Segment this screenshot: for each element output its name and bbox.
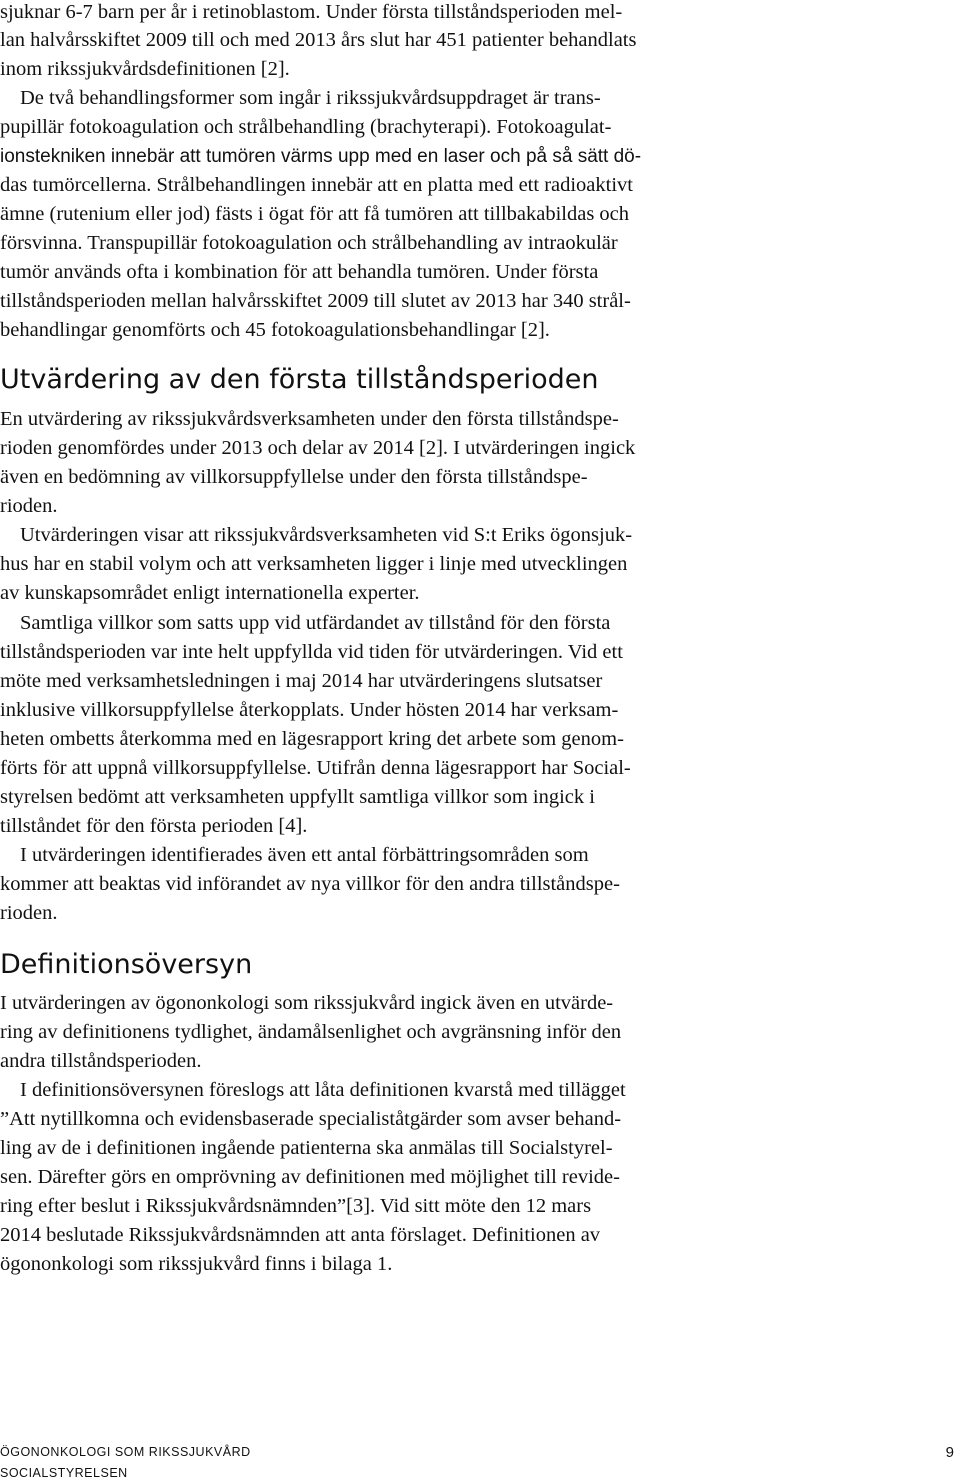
text-line: rioden. — [0, 495, 58, 517]
text-line: sen. Därefter görs en omprövning av definitionen med möjlighet till revide- — [0, 1166, 620, 1188]
text-line: ring av definitionens tydlighet, ändamålsenlighet och avgränsning inför den — [0, 1021, 622, 1043]
text-line: försvinna. Transpupillär fotokoagulation och strålbehandling av intraokulär — [0, 232, 618, 254]
text-line: möte med verksamhetsledningen i maj 2014 har utvärderingens slutsatser — [0, 670, 603, 692]
text-line: Samtliga villkor som satts upp vid utfärdandet av tillstånd för den första — [20, 612, 611, 634]
text-line: das tumörcellerna. Strålbehandlingen innebär att en platta med ett radioaktivt — [0, 174, 633, 196]
text-line: behandlingar genomförts och 45 fotokoagulationsbehandlingar [2]. — [0, 319, 550, 341]
page-number: 9 — [945, 1444, 954, 1461]
text-line: även en bedömning av villkorsuppfyllelse under den första tillståndspe- — [0, 466, 588, 488]
text-line: tillståndsperioden var inte helt uppfyllda vid tiden för utvärderingen. Vid ett — [0, 641, 623, 663]
text-line: inklusive villkorsuppfyllelse återkopplats. Under hösten 2014 har verksam- — [0, 699, 619, 721]
text-line: heten ombetts återkomma med en lägesrapport kring det arbete som genom- — [0, 728, 624, 750]
text-line: Utvärderingen visar att rikssjukvårdsverksamheten vid S:t Eriks ögonsjuk- — [20, 524, 633, 546]
footer-publisher: SOCIALSTYRELSEN — [0, 1466, 128, 1480]
text-line: tumör används ofta i kombination för att behandla tumören. Under första — [0, 261, 599, 283]
text-line: andra tillståndsperioden. — [0, 1050, 202, 1072]
text-line: lan halvårsskiftet 2009 till och med 2013 års slut har 451 patienter behandlats — [0, 29, 637, 51]
text-line: tillståndet för den första perioden [4]. — [0, 815, 308, 837]
text-line: av kunskapsområdet enligt internationella experter. — [0, 582, 420, 604]
text-line: pupillär fotokoagulation och strålbehandling (brachyterapi). Fotokoagulat- — [0, 116, 612, 138]
text-line: styrelsen bedömt att verksamheten uppfyllt samtliga villkor som ingick i — [0, 786, 595, 808]
text-line: I utvärderingen identifierades även ett antal förbättringsområden som — [20, 844, 589, 866]
text-line: I definitionsöversynen föreslogs att låta definitionen kvarstå med tillägget — [20, 1079, 626, 1101]
text-line: ring efter beslut i Rikssjukvårdsnämnden”[3]. Vid sitt möte den 12 mars — [0, 1195, 592, 1217]
footer-title: ÖGONONKOLOGI SOM RIKSSJUKVÅRD — [0, 1445, 251, 1459]
text-line: En utvärdering av rikssjukvårdsverksamheten under den första tillståndspe- — [0, 408, 619, 430]
text-line: tillståndsperioden mellan halvårsskiftet 2009 till slutet av 2013 har 340 strål- — [0, 290, 631, 312]
text-line: ögononkologi som rikssjukvård finns i bilaga 1. — [0, 1253, 393, 1275]
text-line: ling av de i definitionen ingående patienterna ska anmälas till Socialstyrel- — [0, 1137, 613, 1159]
text-line: kommer att beaktas vid införandet av nya villkor för den andra tillståndspe- — [0, 873, 620, 895]
text-line: hus har en stabil volym och att verksamheten ligger i linje med utvecklingen — [0, 553, 628, 575]
text-line: De två behandlingsformer som ingår i rikssjukvårdsuppdraget är trans- — [20, 87, 601, 109]
text-line: rioden. — [0, 902, 58, 924]
text-line: ”Att nytillkomna och evidensbaserade specialiståtgärder som avser behand- — [0, 1108, 622, 1130]
text-line: rioden genomfördes under 2013 och delar av 2014 [2]. I utvärderingen ingick — [0, 437, 636, 459]
section-heading: Utvärdering av den första tillståndsperioden — [0, 364, 599, 395]
text-line: sjuknar 6-7 barn per år i retinoblastom. Under första tillståndsperioden mel- — [0, 1, 623, 23]
text-line: inom rikssjukvårdsdefinitionen [2]. — [0, 58, 290, 80]
section-heading: Definitionsöversyn — [0, 949, 253, 980]
text-line: ionstekniken innebär att tumören värms upp med en laser och på så sätt dö- — [0, 146, 642, 167]
text-line: förts för att uppnå villkorsuppfyllelse. Utifrån denna lägesrapport har Social- — [0, 757, 631, 779]
text-line: I utvärderingen av ögononkologi som rikssjukvård ingick även en utvärde- — [0, 992, 614, 1014]
text-line: 2014 beslutade Rikssjukvårdsnämnden att anta förslaget. Definitionen av — [0, 1224, 601, 1246]
text-line: ämne (rutenium eller jod) fästs i ögat för att få tumören att tillbakabildas och — [0, 203, 630, 225]
